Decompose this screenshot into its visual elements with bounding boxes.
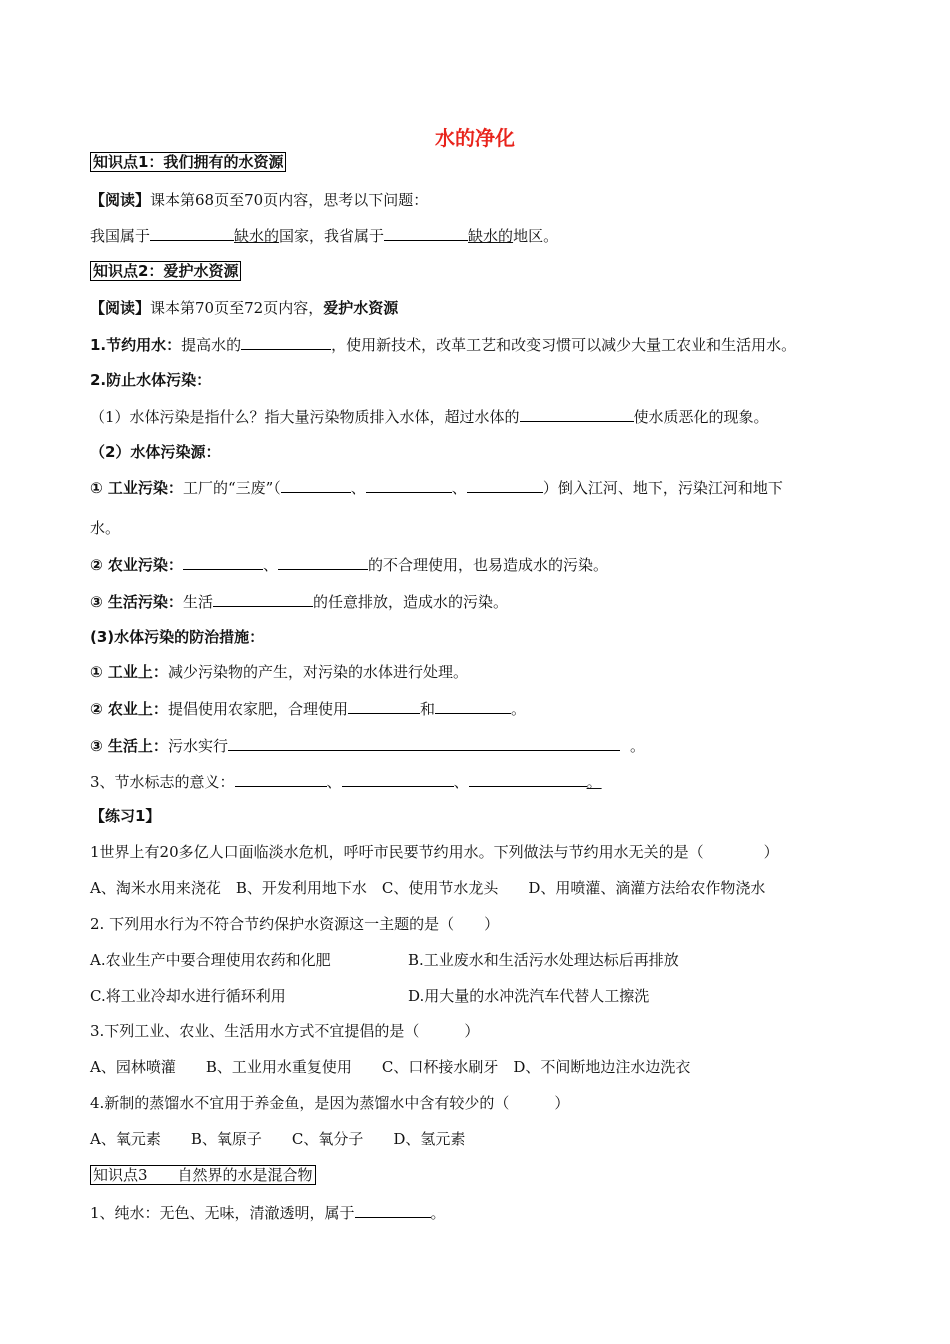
label: 2.防止水体污染：	[90, 371, 212, 389]
point-2	[90, 370, 211, 390]
blank[interactable]	[213, 591, 313, 607]
text: 我国属于	[90, 227, 151, 245]
section-3-line	[90, 1165, 316, 1185]
blank[interactable]	[348, 698, 420, 714]
text: 3、节水标志的意义：	[90, 773, 235, 791]
section-2-reading	[90, 298, 398, 318]
blank[interactable]	[235, 771, 327, 787]
prevention-agriculture	[90, 698, 526, 719]
text: 生活	[182, 593, 213, 611]
section-1-line	[90, 152, 286, 172]
text: ）倒入江河、地下，污染江河和地下	[542, 479, 783, 497]
text: 1、纯水：无色、无味，清澈透明，属于	[90, 1204, 355, 1222]
practice-q4-options: A、氧元素 B、氧原子 C、氧分子 D、氢元素	[90, 1130, 466, 1148]
blank[interactable]	[467, 477, 543, 493]
section-1-heading: 知识点1：我们拥有的水资源	[90, 152, 286, 172]
blank[interactable]	[183, 554, 263, 570]
blank[interactable]	[281, 477, 351, 493]
prevention-heading	[90, 627, 264, 647]
water-saving-sign	[90, 771, 602, 792]
blank[interactable]	[520, 406, 634, 422]
reading-bold: 爱护水资源	[323, 299, 399, 317]
label: ② 农业污染：	[90, 556, 183, 574]
label: ② 农业上：	[90, 700, 168, 718]
text: 。	[629, 737, 645, 755]
reading-tag: 【阅读】	[90, 299, 151, 317]
blank[interactable]	[241, 334, 331, 350]
blank[interactable]	[366, 477, 452, 493]
label: （2）水体污染源：	[90, 443, 221, 461]
label: ③ 生活污染：	[90, 593, 183, 611]
text: （1）水体污染是指什么？指大量污染物质排入水体，超过水体的	[90, 408, 520, 426]
point-2-2	[90, 442, 220, 462]
text: 缺水的	[468, 227, 514, 245]
text: 。	[586, 773, 602, 791]
text: ，使用新技术，改革工艺和改变习惯可以减少大量工农业和生活用水。	[331, 336, 797, 354]
agricultural-pollution	[90, 554, 608, 575]
text: 的不合理使用，也易造成水的污染。	[367, 556, 608, 574]
practice-q1-options: A、淘米水用来浇花 B、开发利用地下水 C、使用节水龙头 D、用喷灌、滴灌方法给农作物浇水	[90, 879, 766, 897]
text: 。	[430, 1204, 446, 1222]
text: 、	[451, 479, 467, 497]
blank[interactable]	[228, 735, 620, 751]
text: 提高水的	[181, 336, 242, 354]
text: 的任意排放，造成水的污染。	[312, 593, 508, 611]
blank[interactable]	[384, 225, 468, 241]
text: 使水质恶化的现象。	[633, 408, 769, 426]
text: 水。	[90, 519, 121, 537]
reading-text: 课本第70页至72页内容，	[150, 299, 324, 317]
blank[interactable]	[342, 771, 454, 787]
text: 国家，我省属于	[279, 227, 385, 245]
practice-heading	[90, 806, 160, 826]
text: 和	[419, 700, 435, 718]
prevention-life	[90, 735, 645, 756]
point-1	[90, 334, 796, 355]
practice-q2: 2. 下列用水行为不符合节约保护水资源这一主题的是（ ）	[90, 915, 500, 933]
blank[interactable]	[435, 698, 511, 714]
label: ① 工业污染：	[90, 479, 183, 497]
label: 1.节约用水：	[90, 336, 182, 354]
prevention-industry	[90, 662, 468, 682]
industrial-pollution-cont	[90, 518, 120, 538]
text: 减少污染物的产生，对污染的水体进行处理。	[167, 663, 468, 681]
option-d: D.用大量的水冲洗汽车代替人工擦洗	[408, 987, 650, 1005]
blank[interactable]	[355, 1202, 431, 1218]
option-c: C.将工业冷却水进行循环利用	[90, 987, 286, 1005]
reading-tag: 【阅读】	[90, 191, 151, 209]
practice-q2-options-1	[90, 950, 679, 970]
blank[interactable]	[278, 554, 368, 570]
text: 、	[453, 773, 469, 791]
label: ① 工业上：	[90, 663, 168, 681]
section-3-heading: 知识点3 自然界的水是混合物	[90, 1165, 316, 1185]
label: 【练习1】	[90, 807, 161, 825]
label: (3)水体污染的防治措施：	[90, 628, 265, 646]
text: 提倡使用农家肥，合理使用	[167, 700, 348, 718]
blank[interactable]	[469, 771, 587, 787]
blank[interactable]	[150, 225, 234, 241]
practice-q3: 3.下列工业、农业、生活用水方式不宜提倡的是（ ）	[90, 1022, 480, 1040]
section-3-p1	[90, 1202, 446, 1223]
text: 地区。	[513, 227, 559, 245]
text: 缺水的	[234, 227, 280, 245]
domestic-pollution	[90, 591, 508, 612]
practice-q1: 1世界上有20多亿人口面临淡水危机，呼吁市民要节约用水。下列做法与节约用水无关的是（ ）	[90, 843, 779, 861]
text: 、	[262, 556, 278, 574]
text: 、	[350, 479, 366, 497]
option-b: B.工业废水和生活污水处理达标后再排放	[408, 951, 679, 969]
label: ③ 生活上：	[90, 737, 168, 755]
section-2-line	[90, 261, 241, 281]
text: 污水实行	[167, 737, 228, 755]
practice-q4: 4.新制的蒸馏水不宜用于养金鱼，是因为蒸馏水中含有较少的（ ）	[90, 1094, 570, 1112]
industrial-pollution	[90, 477, 783, 498]
practice-q2-options-2	[90, 986, 650, 1006]
point-2-1	[90, 406, 769, 427]
text: 、	[326, 773, 342, 791]
practice-q3-options: A、园林喷灌 B、工业用水重复使用 C、口杯接水刷牙 D、不间断地边注水边洗衣	[90, 1058, 691, 1076]
section-2-heading: 知识点2：爱护水资源	[90, 261, 241, 281]
text: 。	[510, 700, 526, 718]
section-1-reading	[90, 190, 428, 210]
option-a: A.农业生产中要合理使用农药和化肥	[90, 951, 331, 969]
reading-text: 课本第68页至70页内容，思考以下问题：	[150, 191, 429, 209]
text: 工厂的“三废”（	[182, 479, 281, 497]
page-title: 水的净化	[435, 126, 515, 150]
section-1-question	[90, 225, 558, 246]
